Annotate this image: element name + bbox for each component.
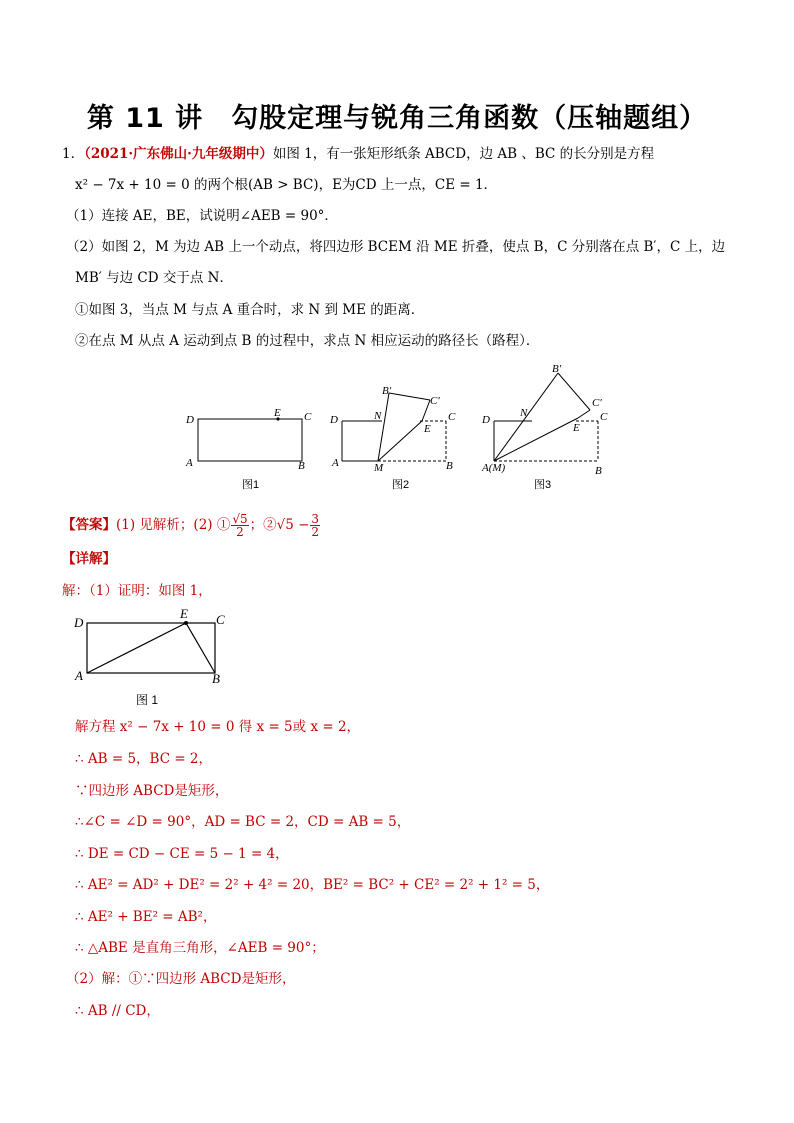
answer-line <box>62 512 321 538</box>
fig2-label-Bp: B′ <box>382 385 392 397</box>
problem-line-2: x² − 7x + 10 = 0 的两个根(AB > BC)，E为CD 上一点，CE = 1． <box>75 177 498 193</box>
fig2-label-A: A <box>332 457 339 469</box>
sol-label-C: C <box>216 612 225 627</box>
fig2-label-N: N <box>374 410 382 422</box>
page-title: 第 11 讲 勾股定理与锐角三角函数（压轴题组） <box>86 103 708 134</box>
solution-step-1: 解方程 x² − 7x + 10 = 0 得 x = 5或 x = 2， <box>75 719 361 735</box>
solution-step-3: ∵四边形 ABCD是矩形， <box>75 783 229 799</box>
fig1-label-C: C <box>304 411 312 423</box>
solution-step-2: ∴ AB = 5，BC = 2， <box>75 751 213 767</box>
question-2b: MB′ 与边 CD 交于点 N． <box>75 270 233 286</box>
solution-step-9: （2）解：①∵四边形 ABCD是矩形， <box>66 971 296 987</box>
fig2-label-Cp: C′ <box>430 395 440 407</box>
solution-step-7: ∴ AE² + BE² = AB²， <box>75 909 217 925</box>
problem-number: 1． <box>62 146 85 162</box>
sol-label-E: E <box>180 606 188 621</box>
fig2-label-C: C <box>448 411 456 423</box>
answer-fraction-1: $\frac{√5}{2}$ <box>232 512 248 539</box>
problem-source: （2021·广东佛山·九年级期中） <box>84 146 273 162</box>
fig3-caption: 图3 <box>534 479 552 491</box>
fig1-label-D: D <box>186 414 194 426</box>
answer-part1: (1) 见解析； <box>116 517 194 533</box>
problem-line-1 <box>62 145 654 163</box>
solution-step-8: ∴ △ABE 是直角三角形，∠AEB = 90°； <box>75 940 325 956</box>
fig2-label-B: B <box>446 460 453 472</box>
fig3-label-D: D <box>482 414 490 426</box>
answer-part2-prefix: (2) ① <box>193 517 231 533</box>
answer-part2b: ②√5 − <box>263 517 310 533</box>
fig2-label-M: M <box>374 462 384 474</box>
fig3-label-C: C <box>600 411 608 423</box>
fig2-caption: 图2 <box>392 479 410 491</box>
figure-3 <box>481 363 608 491</box>
solution-figure-1 <box>66 606 236 712</box>
fig1-label-A: A <box>186 457 193 469</box>
fig3-label-B: B <box>595 465 602 477</box>
fig1-label-E: E <box>274 407 281 419</box>
sol-label-A: A <box>75 668 83 683</box>
fig2-label-D: D <box>330 414 338 426</box>
solution-step-4: ∴∠C = ∠D = 90°，AD = BC = 2，CD = AB = 5， <box>75 814 411 830</box>
sol-label-B: B <box>212 671 220 686</box>
fig1-caption: 图1 <box>242 479 260 491</box>
answer-sep: ； <box>249 517 264 533</box>
fig1-label-B: B <box>298 460 305 472</box>
problem-figures <box>180 360 620 500</box>
sol-label-D: D <box>74 615 84 630</box>
detail-tag: 【详解】 <box>62 551 116 567</box>
fig3-label-N: N <box>520 407 528 419</box>
solution-step-6: ∴ AE² = AD² + DE² = 2² + 4² = 20，BE² = BC² + CE² = 2² + 1² = 5， <box>75 877 550 893</box>
solution-intro: 解：（1）证明：如图 1， <box>62 583 212 599</box>
fig3-label-Bp: B′ <box>552 363 562 375</box>
fig3-label-E: E <box>573 422 580 434</box>
figure-1 <box>185 407 312 491</box>
fig3-label-AM: A(M) <box>482 462 506 474</box>
answer-tag: 【答案】 <box>62 517 116 533</box>
fig3-label-Cp: C′ <box>592 397 602 409</box>
problem-text-1: 如图 1，有一张矩形纸条 ABCD，边 AB 、BC 的长分别是方程 <box>272 146 655 162</box>
question-2-1: ①如图 3，当点 M 与点 A 重合时，求 N 到 ME 的距离． <box>75 302 425 318</box>
answer-fraction-2: $\frac{3}{2}$ <box>311 512 320 539</box>
solution-step-5: ∴ DE = CD − CE = 5 − 1 = 4， <box>75 846 289 862</box>
figure-2 <box>329 385 456 491</box>
solution-step-10: ∴ AB // CD， <box>75 1003 160 1019</box>
question-2a: （2）如图 2，M 为边 AB 上一个动点，将四边形 BCEM 沿 ME 折叠，使点 B，C 分别落在点 B′，C 上，边 <box>66 239 726 255</box>
fig2-label-E: E <box>424 423 431 435</box>
sol-fig-caption: 图 1 <box>136 693 159 707</box>
question-2-2: ②在点 M 从点 A 运动到点 B 的过程中，求点 N 相应运动的路径长（路程）． <box>75 333 540 349</box>
question-1: （1）连接 AE，BE，试说明∠AEB = 90°． <box>66 208 338 224</box>
